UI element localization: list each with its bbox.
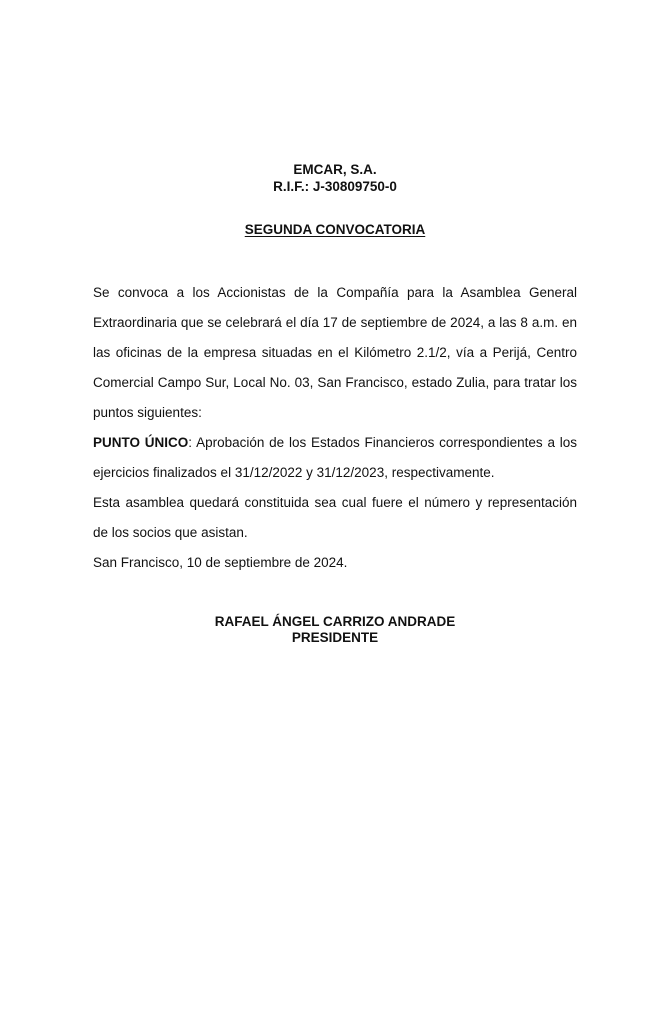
signatory-name: RAFAEL ÁNGEL CARRIZO ANDRADE	[214, 614, 456, 629]
agenda-item	[93, 428, 577, 488]
convocation-paragraph: Se convoca a los Accionistas de la Compañía para la Asamblea General Extraordinaria que se celebrará el día 17 de septiembre de 2024, a las 8 a.m. en las oficinas de la empresa situadas en el Kilómetro 2.1/2, vía a Perijá, Centro Comercial Campo Sur, Local No. 03, San Francisco, estado Zulia, para tratar los puntos siguientes:	[93, 285, 577, 420]
agenda-item-text: : Aprobación de los Estados Financieros correspondientes a los ejercicios finalizados el 31/12/2022 y 31/12/2023, respectivamente.	[93, 435, 577, 480]
place-date: San Francisco, 10 de septiembre de 2024.	[93, 555, 348, 570]
company-name: EMCAR, S.A.	[293, 162, 377, 177]
signatory-role: PRESIDENTE	[291, 630, 379, 645]
company-header	[0, 161, 670, 195]
notice-body	[93, 278, 577, 578]
notice-title	[0, 221, 670, 238]
signature-block	[0, 614, 670, 646]
notice-title-text: SEGUNDA CONVOCATORIA	[244, 222, 426, 237]
constitution-paragraph: Esta asamblea quedará constituida sea cual fuere el número y representación de los socios que asistan.	[93, 495, 577, 540]
company-rif: R.I.F.: J-30809750-0	[273, 179, 397, 194]
agenda-item-label: PUNTO ÚNICO	[93, 435, 189, 450]
